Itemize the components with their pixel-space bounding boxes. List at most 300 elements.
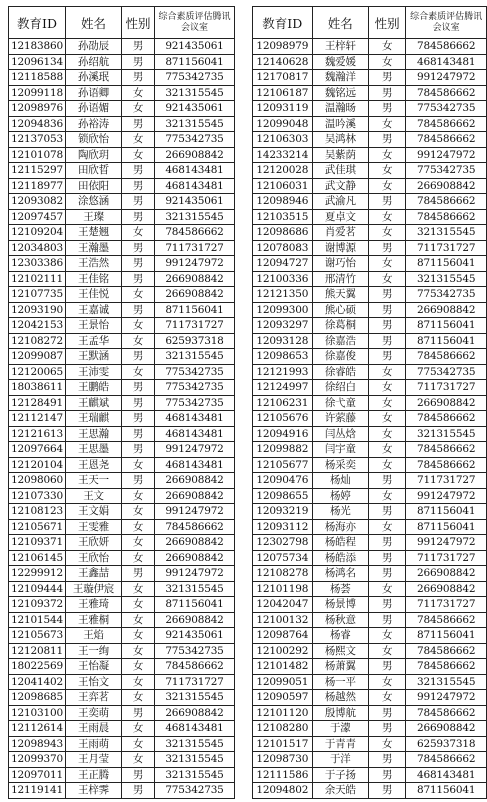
cell-room: 711731727 <box>155 674 235 690</box>
header-id: 教育ID <box>253 7 313 39</box>
cell-sex: 女 <box>369 674 406 690</box>
cell-id: 12140628 <box>253 54 313 70</box>
cell-sex: 女 <box>369 116 406 132</box>
cell-room: 784586662 <box>406 349 487 365</box>
cell-id: 12098946 <box>253 194 313 210</box>
cell-sex: 男 <box>369 194 406 210</box>
cell-sex: 男 <box>122 426 155 442</box>
cell-id: 12075734 <box>253 550 313 566</box>
cell-id: 12302798 <box>253 535 313 551</box>
cell-id: 12108123 <box>9 504 66 520</box>
table-row <box>253 271 487 287</box>
cell-id: 12119141 <box>9 783 66 799</box>
cell-id: 12034803 <box>9 240 66 256</box>
cell-name: 于子扬 <box>312 767 368 783</box>
cell-room: 784586662 <box>406 209 487 225</box>
cell-name: 王恩尧 <box>66 457 122 473</box>
cell-id: 12098764 <box>253 628 313 644</box>
cell-name: 王鹏皓 <box>66 380 122 396</box>
cell-sex: 女 <box>369 271 406 287</box>
table-row <box>253 659 487 675</box>
cell-name: 魏爱媛 <box>312 54 368 70</box>
cell-id: 12093112 <box>253 519 313 535</box>
cell-room: 468143481 <box>155 721 235 737</box>
cell-name: 杨萧翼 <box>312 659 368 675</box>
cell-name: 王思墨 <box>66 442 122 458</box>
cell-sex: 女 <box>122 333 155 349</box>
cell-name: 王雯雅 <box>66 519 122 535</box>
cell-room: 321315545 <box>155 209 235 225</box>
cell-sex: 女 <box>369 581 406 597</box>
cell-room: 321315545 <box>155 116 235 132</box>
cell-room: 711731727 <box>406 380 487 396</box>
cell-id: 12120104 <box>9 457 66 473</box>
cell-sex: 男 <box>369 70 406 86</box>
cell-id: 12105677 <box>253 457 313 473</box>
cell-room: 468143481 <box>155 457 235 473</box>
cell-room: 775342735 <box>406 287 487 303</box>
table-row <box>253 209 487 225</box>
cell-sex: 男 <box>369 767 406 783</box>
table-row <box>253 101 487 117</box>
cell-name: 杨秋意 <box>312 612 368 628</box>
cell-room: 711731727 <box>155 318 235 334</box>
table-row <box>253 643 487 659</box>
cell-room: 784586662 <box>406 116 487 132</box>
cell-id: 12120065 <box>9 364 66 380</box>
cell-room: 775342735 <box>406 364 487 380</box>
cell-id: 12097664 <box>9 442 66 458</box>
table-row <box>253 39 487 55</box>
cell-room: 775342735 <box>155 70 235 86</box>
cell-room: 266908842 <box>155 271 235 287</box>
cell-sex: 女 <box>369 426 406 442</box>
table-row <box>9 194 235 210</box>
cell-room: 321315545 <box>155 736 235 752</box>
cell-room: 775342735 <box>155 380 235 396</box>
cell-name: 王麒斌 <box>66 395 122 411</box>
cell-id: 12099048 <box>253 116 313 132</box>
cell-name: 王瀚墨 <box>66 240 122 256</box>
table-row <box>253 457 487 473</box>
table-row <box>253 256 487 272</box>
cell-sex: 女 <box>122 597 155 613</box>
cell-name: 徐绍白 <box>312 380 368 396</box>
cell-room: 468143481 <box>406 767 487 783</box>
cell-room: 468143481 <box>155 163 235 179</box>
table-row <box>9 628 235 644</box>
cell-id: 18038611 <box>9 380 66 396</box>
cell-room: 321315545 <box>155 752 235 768</box>
cell-id: 12118977 <box>9 178 66 194</box>
cell-id: 12042047 <box>253 597 313 613</box>
table-row <box>253 690 487 706</box>
table-row <box>253 163 487 179</box>
cell-name: 熊心硕 <box>312 302 368 318</box>
cell-sex: 女 <box>122 674 155 690</box>
cell-id: 12098655 <box>253 488 313 504</box>
cell-id: 12103515 <box>253 209 313 225</box>
table-row <box>253 488 487 504</box>
cell-room: 871156041 <box>406 504 487 520</box>
table-row <box>9 659 235 675</box>
cell-name: 王思瀚 <box>66 426 122 442</box>
cell-room: 625937318 <box>155 333 235 349</box>
cell-name: 许萦藤 <box>312 411 368 427</box>
table-row <box>9 101 235 117</box>
cell-name: 武佳琪 <box>312 163 368 179</box>
table-row <box>253 116 487 132</box>
cell-name: 王天一 <box>66 473 122 489</box>
table-row <box>253 612 487 628</box>
table-row <box>253 442 487 458</box>
cell-room: 266908842 <box>155 612 235 628</box>
cell-name: 闫宇童 <box>312 442 368 458</box>
cell-sex: 男 <box>122 178 155 194</box>
cell-room: 921435061 <box>155 101 235 117</box>
cell-room: 266908842 <box>155 473 235 489</box>
table-row <box>253 380 487 396</box>
cell-sex: 男 <box>369 318 406 334</box>
cell-room: 321315545 <box>155 767 235 783</box>
cell-name: 王怡文 <box>66 674 122 690</box>
cell-sex: 男 <box>122 256 155 272</box>
cell-name: 王嘉诚 <box>66 302 122 318</box>
cell-id: 12041402 <box>9 674 66 690</box>
table-row <box>9 690 235 706</box>
table-row <box>9 163 235 179</box>
cell-room: 775342735 <box>155 395 235 411</box>
table-row <box>9 736 235 752</box>
cell-sex: 女 <box>122 535 155 551</box>
cell-id: 12106303 <box>253 132 313 148</box>
cell-name: 王雅琦 <box>66 597 122 613</box>
cell-name: 温瀚旸 <box>312 101 368 117</box>
cell-room: 784586662 <box>406 752 487 768</box>
cell-id: 12100292 <box>253 643 313 659</box>
cell-sex: 男 <box>369 550 406 566</box>
cell-sex: 女 <box>122 628 155 644</box>
table-row <box>253 581 487 597</box>
cell-sex: 男 <box>122 783 155 799</box>
table-row <box>9 597 235 613</box>
cell-id: 12106231 <box>253 395 313 411</box>
cell-sex: 女 <box>369 411 406 427</box>
cell-id: 12106187 <box>253 85 313 101</box>
cell-name: 孙劭辰 <box>66 39 122 55</box>
cell-name: 徐睿皓 <box>312 364 368 380</box>
cell-sex: 女 <box>122 581 155 597</box>
cell-name: 杨皓程 <box>312 535 368 551</box>
cell-sex: 女 <box>122 132 155 148</box>
cell-room: 784586662 <box>406 85 487 101</box>
cell-room: 775342735 <box>406 163 487 179</box>
cell-sex: 男 <box>369 535 406 551</box>
cell-room: 991247972 <box>406 535 487 551</box>
cell-id: 12096134 <box>9 54 66 70</box>
table-row <box>253 147 487 163</box>
cell-id: 12121613 <box>9 426 66 442</box>
cell-name: 杨灿 <box>312 473 368 489</box>
header-id: 教育ID <box>9 7 66 39</box>
cell-name: 王文娟 <box>66 504 122 520</box>
cell-id: 12128491 <box>9 395 66 411</box>
cell-room: 321315545 <box>406 271 487 287</box>
cell-id: 12093119 <box>253 101 313 117</box>
cell-sex: 女 <box>122 519 155 535</box>
cell-id: 12098976 <box>9 101 66 117</box>
table-row <box>9 535 235 551</box>
cell-sex: 女 <box>369 256 406 272</box>
cell-room: 991247972 <box>155 566 235 582</box>
table-row <box>9 132 235 148</box>
cell-sex: 男 <box>369 721 406 737</box>
cell-name: 王欣妍 <box>66 535 122 551</box>
cell-room: 266908842 <box>155 488 235 504</box>
cell-sex: 女 <box>369 457 406 473</box>
cell-sex: 女 <box>122 643 155 659</box>
cell-id: 12099370 <box>9 752 66 768</box>
cell-id: 12121350 <box>253 287 313 303</box>
cell-id: 12100336 <box>253 271 313 287</box>
cell-name: 吴鸿林 <box>312 132 368 148</box>
cell-sex: 女 <box>122 612 155 628</box>
cell-room: 991247972 <box>406 147 487 163</box>
table-row <box>9 767 235 783</box>
table-row <box>9 209 235 225</box>
cell-name: 熊天翼 <box>312 287 368 303</box>
cell-room: 321315545 <box>155 690 235 706</box>
cell-name: 王景怡 <box>66 318 122 334</box>
cell-id: 12101120 <box>253 705 313 721</box>
cell-room: 784586662 <box>406 705 487 721</box>
table-row <box>253 364 487 380</box>
cell-sex: 女 <box>369 488 406 504</box>
cell-id: 12098730 <box>253 752 313 768</box>
cell-name: 谢巧怡 <box>312 256 368 272</box>
cell-id: 12042153 <box>9 318 66 334</box>
cell-sex: 男 <box>369 473 406 489</box>
cell-name: 孙绍航 <box>66 54 122 70</box>
cell-room: 711731727 <box>406 597 487 613</box>
cell-id: 12170817 <box>253 70 313 86</box>
header-room: 综合素质评估腾讯会议室 <box>406 7 487 39</box>
cell-id: 12098943 <box>9 736 66 752</box>
cell-id: 12099882 <box>253 442 313 458</box>
cell-room: 321315545 <box>155 85 235 101</box>
cell-name: 王文 <box>66 488 122 504</box>
cell-sex: 女 <box>122 721 155 737</box>
cell-sex: 男 <box>369 333 406 349</box>
cell-room: 784586662 <box>406 39 487 55</box>
cell-sex: 男 <box>369 85 406 101</box>
cell-room: 991247972 <box>406 70 487 86</box>
cell-name: 王焰 <box>66 628 122 644</box>
cell-name: 陶欣玥 <box>66 147 122 163</box>
table-row <box>253 504 487 520</box>
table-row <box>9 333 235 349</box>
cell-name: 杨婷 <box>312 488 368 504</box>
cell-room: 871156041 <box>155 597 235 613</box>
cell-id: 12101482 <box>253 659 313 675</box>
cell-name: 王正腾 <box>66 767 122 783</box>
cell-id: 12112614 <box>9 721 66 737</box>
cell-room: 775342735 <box>155 132 235 148</box>
table-row <box>253 349 487 365</box>
cell-sex: 男 <box>122 395 155 411</box>
cell-sex: 女 <box>369 628 406 644</box>
cell-name: 杨熙文 <box>312 643 368 659</box>
cell-room: 991247972 <box>406 488 487 504</box>
cell-id: 12109371 <box>9 535 66 551</box>
cell-sex: 男 <box>369 566 406 582</box>
cell-id: 12098060 <box>9 473 66 489</box>
cell-name: 杨鸿名 <box>312 566 368 582</box>
table-row <box>9 721 235 737</box>
cell-room: 784586662 <box>406 659 487 675</box>
cell-sex: 男 <box>122 380 155 396</box>
cell-room: 266908842 <box>406 178 487 194</box>
cell-id: 12109444 <box>9 581 66 597</box>
table-row <box>253 721 487 737</box>
cell-id: 12112147 <box>9 411 66 427</box>
header-row <box>253 7 487 39</box>
cell-sex: 女 <box>122 225 155 241</box>
cell-name: 肖爱茗 <box>312 225 368 241</box>
cell-name: 闫丛焓 <box>312 426 368 442</box>
cell-sex: 女 <box>369 364 406 380</box>
cell-name: 杨采奕 <box>312 457 368 473</box>
cell-name: 杨皓添 <box>312 550 368 566</box>
cell-name: 孙语卿 <box>66 85 122 101</box>
cell-room: 266908842 <box>406 581 487 597</box>
cell-room: 468143481 <box>406 54 487 70</box>
cell-sex: 男 <box>369 302 406 318</box>
cell-id: 12094727 <box>253 256 313 272</box>
table-row <box>253 70 487 86</box>
cell-room: 711731727 <box>155 240 235 256</box>
table-row <box>9 550 235 566</box>
cell-room: 711731727 <box>406 473 487 489</box>
cell-id: 12103100 <box>9 705 66 721</box>
table-row <box>253 752 487 768</box>
cell-id: 12078083 <box>253 240 313 256</box>
cell-room: 468143481 <box>155 178 235 194</box>
cell-sex: 女 <box>369 147 406 163</box>
cell-id: 12101198 <box>253 581 313 597</box>
cell-sex: 男 <box>122 194 155 210</box>
cell-room: 871156041 <box>406 256 487 272</box>
cell-name: 王佳铭 <box>66 271 122 287</box>
cell-sex: 女 <box>122 364 155 380</box>
table-row <box>253 240 487 256</box>
cell-room: 266908842 <box>155 705 235 721</box>
table-row <box>9 612 235 628</box>
table-row <box>253 225 487 241</box>
cell-room: 266908842 <box>406 395 487 411</box>
table-row <box>9 318 235 334</box>
cell-name: 于青青 <box>312 736 368 752</box>
cell-room: 784586662 <box>406 457 487 473</box>
cell-id: 12093128 <box>253 333 313 349</box>
header-room: 综合素质评估腾讯会议室 <box>155 7 235 39</box>
cell-name: 王默涵 <box>66 349 122 365</box>
cell-id: 12108278 <box>253 566 313 582</box>
table-row <box>9 39 235 55</box>
table-row <box>253 535 487 551</box>
cell-room: 321315545 <box>406 426 487 442</box>
cell-id: 12098653 <box>253 349 313 365</box>
table-row <box>253 783 487 799</box>
cell-name: 王弈茗 <box>66 690 122 706</box>
cell-room: 784586662 <box>155 659 235 675</box>
cell-sex: 女 <box>122 504 155 520</box>
cell-room: 266908842 <box>155 535 235 551</box>
cell-id: 12101517 <box>253 736 313 752</box>
table-row <box>9 643 235 659</box>
cell-sex: 女 <box>369 380 406 396</box>
cell-room: 784586662 <box>406 643 487 659</box>
cell-id: 12118588 <box>9 70 66 86</box>
cell-id: 12105673 <box>9 628 66 644</box>
cell-sex: 男 <box>369 705 406 721</box>
cell-sex: 男 <box>369 101 406 117</box>
cell-id: 12100132 <box>253 612 313 628</box>
cell-id: 12093297 <box>253 318 313 334</box>
cell-sex: 男 <box>369 240 406 256</box>
header-name: 姓名 <box>312 7 368 39</box>
cell-name: 王孟华 <box>66 333 122 349</box>
cell-sex: 男 <box>369 752 406 768</box>
cell-id: 12093219 <box>253 504 313 520</box>
cell-sex: 男 <box>122 411 155 427</box>
cell-id: 12093190 <box>9 302 66 318</box>
cell-room: 775342735 <box>155 364 235 380</box>
table-row <box>9 364 235 380</box>
cell-name: 王浩然 <box>66 256 122 272</box>
table-row <box>253 85 487 101</box>
cell-sex: 男 <box>369 597 406 613</box>
cell-sex: 女 <box>369 690 406 706</box>
cell-name: 王沛雯 <box>66 364 122 380</box>
cell-id: 12097457 <box>9 209 66 225</box>
cell-name: 徐弋童 <box>312 395 368 411</box>
table-row <box>9 473 235 489</box>
cell-name: 徐嘉俊 <box>312 349 368 365</box>
cell-sex: 男 <box>122 349 155 365</box>
table-row <box>253 302 487 318</box>
cell-id: 12097011 <box>9 767 66 783</box>
cell-name: 殷博航 <box>312 705 368 721</box>
table-row <box>9 85 235 101</box>
cell-id: 12090476 <box>253 473 313 489</box>
table-row <box>9 411 235 427</box>
cell-sex: 男 <box>122 302 155 318</box>
cell-room: 784586662 <box>406 411 487 427</box>
cell-name: 于濛 <box>312 721 368 737</box>
cell-name: 余天皓 <box>312 783 368 799</box>
cell-id: 12101078 <box>9 147 66 163</box>
cell-id: 12111586 <box>253 767 313 783</box>
cell-name: 杨一平 <box>312 674 368 690</box>
cell-name: 锁欣怡 <box>66 132 122 148</box>
cell-room: 871156041 <box>406 318 487 334</box>
table-row <box>253 395 487 411</box>
cell-sex: 女 <box>122 736 155 752</box>
cell-id: 12137053 <box>9 132 66 148</box>
header-sex: 性别 <box>122 7 155 39</box>
cell-id: 12299912 <box>9 566 66 582</box>
